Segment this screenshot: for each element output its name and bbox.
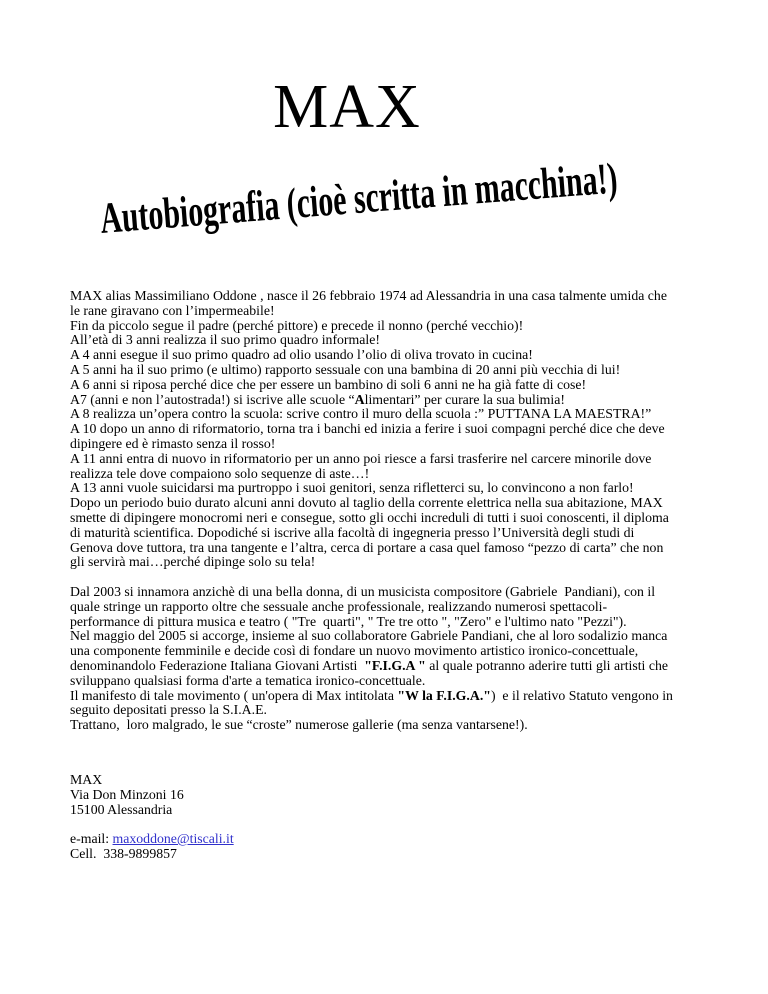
text-line: A 6 anni si riposa perché dice che per essere un bambino di soli 6 anni ne ha già fatte di cose! [70, 376, 587, 392]
text-line: Genova dove tuttora, tra una tangente e l’altra, cerca di portare a casa quel famoso “pezzo di carta” che non [70, 539, 664, 555]
address-name: MAX [70, 771, 103, 787]
text-line: di maturità scientifica. Dopodiché si iscrive alla facoltà di ingegneria presso l’Università degli studi di [70, 524, 635, 540]
text-line: A 8 realizza un’opera contro la scuola: scrive contro il muro della scuola :” PUTTANA LA MAESTRA!” [70, 406, 652, 422]
page-subtitle: Autobiografia (cioè scritta in macchina!) [98, 153, 620, 243]
email-label: e-mail: [70, 831, 113, 847]
address-street: Via Don Minzoni 16 [70, 786, 184, 802]
address-city: 15100 Alessandria [70, 801, 173, 817]
text-line: smette di dipingere monocromi neri e consegue, sotto gli occhi increduli di tutti i suoi conoscenti, il diploma [70, 509, 669, 525]
text-line: dipingere ed è rimasto senza il rosso! [70, 435, 276, 451]
text-line: una componente femminile e decide così di fondare un nuovo movimento artistico ironico-concettuale, [70, 643, 639, 659]
text-line: Fin da piccolo segue il padre (perché pittore) e precede il nonno (perché vecchio)! [70, 317, 524, 333]
text-line: A 13 anni vuole suicidarsi ma purtroppo i suoi genitori, senza rifletterci su, lo convincono a non farlo! [70, 480, 634, 496]
paragraph [70, 289, 750, 570]
text-line: performance di pittura musica e teatro ( "Tre quarti", " Tre tre otto ", "Zero" e l'ultimo nato "Pezzi"). [70, 613, 627, 629]
text-line: A 10 dopo un anno di riformatorio, torna tra i banchi ed inizia a ferire i suoi compagni perché dice che deve [70, 421, 665, 437]
address-block [70, 773, 750, 817]
text-line: A 4 anni esegue il suo primo quadro ad olio usando l’olio di oliva trovato in cucina! [70, 347, 533, 363]
text-line: quale stringe un rapporto oltre che sessuale anche professionale, realizzando numerosi spettacoli- [70, 598, 608, 614]
text-line: realizza tele dove compaiono solo sequenze di aste…! [70, 465, 370, 481]
text-line: Il manifesto di tale movimento ( un'opera di Max intitolata "W la F.I.G.A.") e il relativo Statuto vengono in [70, 687, 673, 703]
text-line: sviluppano qualsiasi forma d'arte a tematica ironico-concettuale. [70, 672, 426, 688]
text-line: MAX alias Massimiliano Oddone , nasce il 26 febbraio 1974 ad Alessandria in una casa talmente umida che [70, 288, 667, 303]
text-line: seguito depositati presso la S.I.A.E. [70, 702, 267, 718]
text-line: All’età di 3 anni realizza il suo primo quadro informale! [70, 332, 380, 348]
text-line: Nel maggio del 2005 si accorge, insieme al suo collaboratore Gabriele Pandiani, che al loro sodalizio manca [70, 628, 668, 644]
text-line: Dopo un periodo buio durato alcuni anni dovuto al taglio della corrente elettrica nella sua abitazione, MAX [70, 495, 663, 511]
text-line: denominandolo Federazione Italiana Giovani Artisti "F.I.G.A " al quale potranno aderire tutti gli artisti che [70, 657, 668, 673]
text-line: Trattano, loro malgrado, le sue “croste” numerose gallerie (ma senza vantarsene!). [70, 717, 528, 733]
phone-line: Cell. 338-9899857 [70, 845, 177, 861]
email-line [70, 832, 750, 847]
text-line: le rane giravano con l’impermeabile! [70, 302, 275, 318]
text-line: A7 (anni e non l’autostrada!) si iscrive alle scuole “Alimentari” per curare la sua bulimia! [70, 391, 565, 407]
text-line: Dal 2003 si innamora anzichè di una bella donna, di un musicista compositore (Gabriele Pandiani), con il [70, 583, 656, 599]
paragraphs [70, 289, 750, 733]
email-link[interactable]: maxoddone@tiscali.it [112, 831, 234, 847]
contact-block [70, 832, 750, 862]
text-line: A 11 anni entra di nuovo in riformatorio per un anno poi riesce a farsi trasferire nel carcere minorile dove [70, 450, 652, 466]
text-line: gli servirà mai…perché dipinge solo su tela! [70, 554, 316, 570]
page-title: MAX [273, 73, 421, 141]
text-line: A 5 anni ha il suo primo (e ultimo) rapporto sessuale con una bambina di 20 anni più vecchia di lui! [70, 361, 621, 377]
paragraph [70, 585, 750, 733]
body-text [70, 289, 750, 862]
